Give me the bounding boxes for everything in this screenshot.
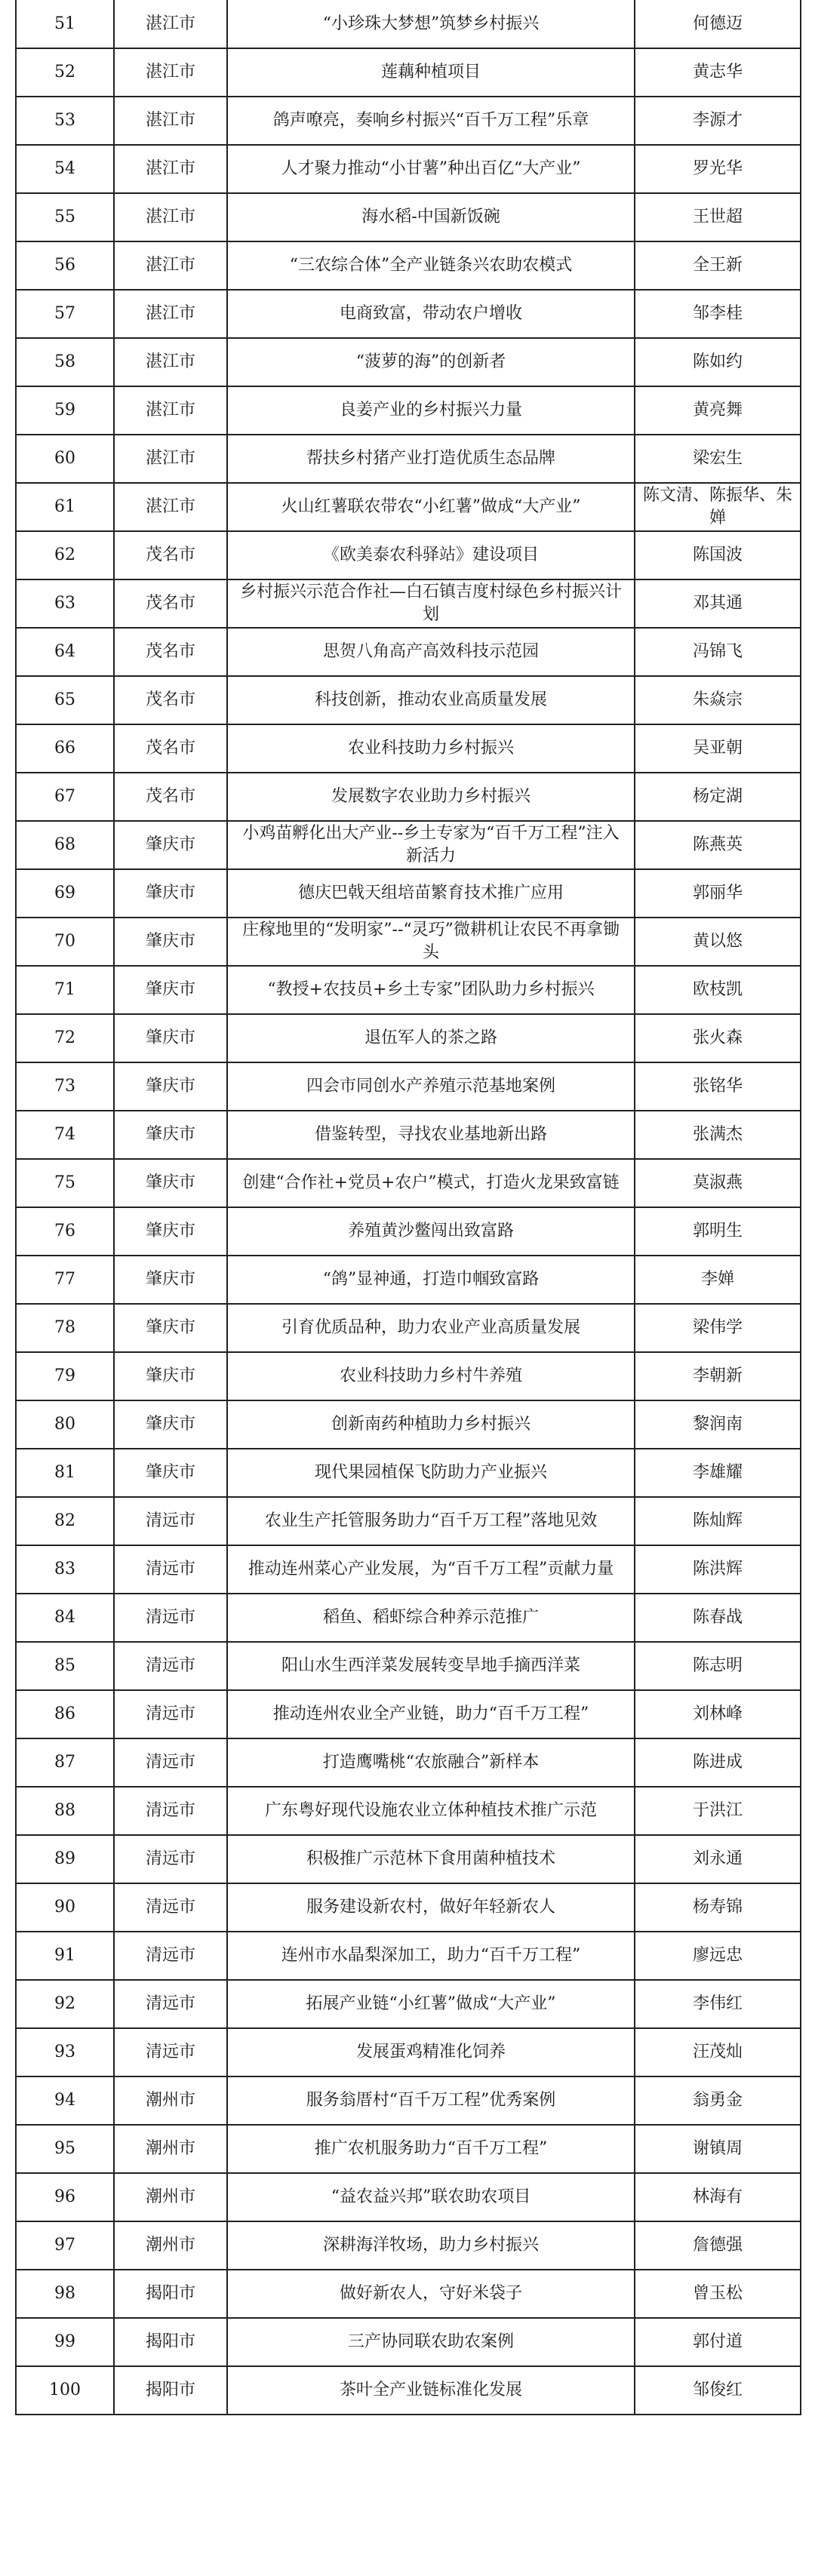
row-number: 81 [16,1449,114,1497]
row-project: 广东粤好现代设施农业立体种植技术推广示范 [227,1787,635,1835]
row-number: 94 [16,2076,114,2125]
table-row [16,1497,801,1545]
row-city: 肇庆市 [114,918,227,966]
row-number: 91 [16,1932,114,1980]
table-row [16,2028,801,2076]
row-project: 三产协同联农助农案例 [227,2318,635,2366]
row-project: 农业科技助力乡村牛养殖 [227,1352,635,1400]
row-city: 潮州市 [114,2125,227,2173]
row-name: 廖远忠 [635,1932,801,1980]
table-row [16,1690,801,1738]
row-project: 人才聚力推动“小甘薯”种出百亿“大产业” [227,145,635,193]
row-name: 翁勇金 [635,2076,801,2125]
table-row [16,1207,801,1256]
table-row [16,2076,801,2125]
row-city: 潮州市 [114,2173,227,2221]
row-number: 58 [16,338,114,386]
row-name: 于洪江 [635,1787,801,1835]
table-row [16,1304,801,1352]
row-name: 李伟红 [635,1980,801,2028]
row-name: 刘林峰 [635,1690,801,1738]
table-row [16,1883,801,1932]
row-city: 肇庆市 [114,1014,227,1062]
table-row [16,1400,801,1449]
row-city: 湛江市 [114,97,227,145]
row-city: 清远市 [114,1497,227,1545]
row-project: 退伍军人的茶之路 [227,1014,635,1062]
row-name: 莫淑燕 [635,1159,801,1207]
row-name: 黄志华 [635,48,801,97]
row-number: 60 [16,435,114,483]
row-project: “益农益兴邦”联农助农项目 [227,2173,635,2221]
table-row [16,145,801,193]
table-row [16,1642,801,1690]
table-row [16,483,801,531]
row-city: 清远市 [114,1738,227,1787]
row-name: 邓其通 [635,579,801,628]
row-project: 推动连州菜心产业发展，为“百千万工程”贡献力量 [227,1545,635,1594]
row-number: 96 [16,2173,114,2221]
row-city: 清远市 [114,1545,227,1594]
row-project: 《欧美泰农科驿站》建设项目 [227,531,635,579]
table-row [16,1835,801,1883]
row-city: 清远市 [114,1835,227,1883]
row-name: 陈灿辉 [635,1497,801,1545]
row-name: 黄亮舞 [635,386,801,435]
row-name: 冯锦飞 [635,628,801,676]
table-row [16,966,801,1014]
row-project: 阳山水生西洋菜发展转变旱地手摘西洋菜 [227,1642,635,1690]
table-row [16,2270,801,2318]
row-project: 服务建设新农村，做好年轻新农人 [227,1883,635,1932]
row-number: 55 [16,193,114,241]
row-name: 吴亚朝 [635,724,801,773]
table-row [16,676,801,724]
row-name: 陈如约 [635,338,801,386]
row-name: 谢镇周 [635,2125,801,2173]
row-number: 99 [16,2318,114,2366]
table-row [16,1014,801,1062]
row-name: 陈国波 [635,531,801,579]
row-number: 70 [16,918,114,966]
row-city: 肇庆市 [114,1111,227,1159]
row-city: 肇庆市 [114,821,227,869]
table-row [16,1159,801,1207]
row-name: 陈洪辉 [635,1545,801,1594]
row-project: 深耕海洋牧场，助力乡村振兴 [227,2221,635,2270]
row-name: 张满杰 [635,1111,801,1159]
row-name: 张铭华 [635,1062,801,1111]
row-project: 科技创新，推动农业高质量发展 [227,676,635,724]
row-number: 86 [16,1690,114,1738]
row-city: 湛江市 [114,483,227,531]
table-row [16,724,801,773]
row-project: 推广农机服务助力“百千万工程” [227,2125,635,2173]
row-project: “小珍珠大梦想”筑梦乡村振兴 [227,0,635,48]
table-row [16,918,801,966]
row-number: 95 [16,2125,114,2173]
table-row [16,386,801,435]
table-row [16,1256,801,1304]
row-number: 92 [16,1980,114,2028]
row-project: 连州市水晶梨深加工，助力“百千万工程” [227,1932,635,1980]
row-city: 肇庆市 [114,1256,227,1304]
row-number: 53 [16,97,114,145]
row-number: 78 [16,1304,114,1352]
row-number: 85 [16,1642,114,1690]
row-city: 茂名市 [114,628,227,676]
row-number: 71 [16,966,114,1014]
table-row [16,1594,801,1642]
row-city: 湛江市 [114,0,227,48]
row-city: 清远市 [114,2028,227,2076]
table-row [16,97,801,145]
row-name: 欧枝凯 [635,966,801,1014]
row-city: 肇庆市 [114,1207,227,1256]
table-row [16,1545,801,1594]
table-row [16,338,801,386]
row-city: 肇庆市 [114,1449,227,1497]
row-name: 邹李桂 [635,290,801,338]
row-name: 郭丽华 [635,869,801,918]
row-name: 陈文清、陈振华、朱婵 [635,483,801,531]
row-name: 何德迈 [635,0,801,48]
row-project: 现代果园植保飞防助力产业振兴 [227,1449,635,1497]
row-project: 庄稼地里的“发明家”--“灵巧”微耕机让农民不再拿锄头 [227,918,635,966]
row-name: 郭付道 [635,2318,801,2366]
table-row [16,628,801,676]
row-name: 詹德强 [635,2221,801,2270]
row-city: 湛江市 [114,435,227,483]
row-city: 茂名市 [114,773,227,821]
row-city: 清远市 [114,1642,227,1690]
row-city: 潮州市 [114,2076,227,2125]
row-city: 肇庆市 [114,966,227,1014]
table-row [16,821,801,869]
row-city: 清远市 [114,1980,227,2028]
row-number: 90 [16,1883,114,1932]
table-row [16,2318,801,2366]
row-city: 湛江市 [114,193,227,241]
row-project: 电商致富，带动农户增收 [227,290,635,338]
table-row [16,48,801,97]
row-name: 曾玉松 [635,2270,801,2318]
table-row [16,1932,801,1980]
row-number: 97 [16,2221,114,2270]
row-number: 83 [16,1545,114,1594]
row-number: 74 [16,1111,114,1159]
row-number: 100 [16,2366,114,2415]
table-row [16,579,801,628]
row-project: 农业科技助力乡村振兴 [227,724,635,773]
row-city: 茂名市 [114,579,227,628]
row-project: 四会市同创水产养殖示范基地案例 [227,1062,635,1111]
row-city: 茂名市 [114,724,227,773]
row-number: 80 [16,1400,114,1449]
row-city: 揭阳市 [114,2270,227,2318]
row-name: 张火森 [635,1014,801,1062]
table-row [16,2366,801,2415]
row-city: 揭阳市 [114,2318,227,2366]
row-number: 59 [16,386,114,435]
row-name: 汪茂灿 [635,2028,801,2076]
row-project: 积极推广示范林下食用菌种植技术 [227,1835,635,1883]
table-row [16,2125,801,2173]
row-name: 梁宏生 [635,435,801,483]
row-city: 清远市 [114,1690,227,1738]
row-city: 肇庆市 [114,1352,227,1400]
row-name: 陈志明 [635,1642,801,1690]
row-city: 茂名市 [114,531,227,579]
row-project: 鸽声嘹亮，奏响乡村振兴“百千万工程”乐章 [227,97,635,145]
row-city: 肇庆市 [114,869,227,918]
row-number: 64 [16,628,114,676]
row-number: 57 [16,290,114,338]
awards-table [15,0,801,2415]
table-row [16,1449,801,1497]
table-row [16,1738,801,1787]
row-project: 引育优质品种，助力农业产业高质量发展 [227,1304,635,1352]
row-project: 发展数字农业助力乡村振兴 [227,773,635,821]
row-number: 62 [16,531,114,579]
row-project: 德庆巴戟天组培苗繁育技术推广应用 [227,869,635,918]
table-row [16,531,801,579]
row-project: “鸽”显神通，打造巾帼致富路 [227,1256,635,1304]
table-row [16,2173,801,2221]
row-number: 84 [16,1594,114,1642]
row-name: 王世超 [635,193,801,241]
table-row [16,1111,801,1159]
row-city: 肇庆市 [114,1159,227,1207]
row-project: “菠萝的海”的创新者 [227,338,635,386]
table-body [16,0,801,2415]
row-number: 88 [16,1787,114,1835]
row-name: 黄以悠 [635,918,801,966]
row-project: 思贺八角高产高效科技示范园 [227,628,635,676]
row-project: 做好新农人，守好米袋子 [227,2270,635,2318]
row-name: 刘永通 [635,1835,801,1883]
row-city: 湛江市 [114,145,227,193]
row-project: 良姜产业的乡村振兴力量 [227,386,635,435]
row-project: 乡村振兴示范合作社—白石镇吉度村绿色乡村振兴计划 [227,579,635,628]
row-number: 51 [16,0,114,48]
row-project: 创新南药种植助力乡村振兴 [227,1400,635,1449]
row-name: 林海有 [635,2173,801,2221]
row-name: 罗光华 [635,145,801,193]
row-project: 推动连州农业全产业链，助力“百千万工程” [227,1690,635,1738]
row-name: 朱焱宗 [635,676,801,724]
row-number: 52 [16,48,114,97]
row-project: 打造鹰嘴桃“农旅融合”新样本 [227,1738,635,1787]
row-name: 李婵 [635,1256,801,1304]
row-number: 56 [16,241,114,290]
row-number: 61 [16,483,114,531]
table-row [16,869,801,918]
row-project: 稻鱼、稻虾综合种养示范推广 [227,1594,635,1642]
row-city: 茂名市 [114,676,227,724]
row-number: 68 [16,821,114,869]
row-city: 肇庆市 [114,1400,227,1449]
row-number: 76 [16,1207,114,1256]
row-project: 火山红薯联农带农“小红薯”做成“大产业” [227,483,635,531]
row-number: 65 [16,676,114,724]
row-city: 湛江市 [114,290,227,338]
table-row [16,241,801,290]
row-number: 69 [16,869,114,918]
row-project: 发展蛋鸡精准化饲养 [227,2028,635,2076]
row-city: 肇庆市 [114,1062,227,1111]
row-name: 陈燕英 [635,821,801,869]
row-name: 邹俊红 [635,2366,801,2415]
row-project: 拓展产业链“小红薯”做成“大产业” [227,1980,635,2028]
row-project: “三农综合体”全产业链条兴农助农模式 [227,241,635,290]
row-number: 67 [16,773,114,821]
row-name: 全王新 [635,241,801,290]
row-city: 清远市 [114,1594,227,1642]
row-number: 72 [16,1014,114,1062]
table-row [16,1980,801,2028]
row-name: 黎润南 [635,1400,801,1449]
table-row [16,773,801,821]
row-project: “教授+农技员+乡土专家”团队助力乡村振兴 [227,966,635,1014]
row-name: 杨寿锦 [635,1883,801,1932]
table-row [16,435,801,483]
table-row [16,1787,801,1835]
row-city: 潮州市 [114,2221,227,2270]
row-project: 借鉴转型，寻找农业基地新出路 [227,1111,635,1159]
table-row [16,0,801,48]
row-city: 湛江市 [114,386,227,435]
row-name: 李源才 [635,97,801,145]
row-project: 海水稻-中国新饭碗 [227,193,635,241]
table-row [16,1352,801,1400]
table-row [16,2221,801,2270]
row-number: 93 [16,2028,114,2076]
row-project: 服务翁厝村“百千万工程”优秀案例 [227,2076,635,2125]
row-name: 陈进成 [635,1738,801,1787]
row-number: 75 [16,1159,114,1207]
row-name: 杨定湖 [635,773,801,821]
row-number: 98 [16,2270,114,2318]
table-row [16,193,801,241]
row-number: 54 [16,145,114,193]
row-number: 73 [16,1062,114,1111]
row-number: 66 [16,724,114,773]
row-name: 陈春战 [635,1594,801,1642]
row-city: 清远市 [114,1932,227,1980]
row-city: 肇庆市 [114,1304,227,1352]
row-name: 梁伟学 [635,1304,801,1352]
row-project: 农业生产托管服务助力“百千万工程”落地见效 [227,1497,635,1545]
row-city: 揭阳市 [114,2366,227,2415]
row-city: 清远市 [114,1883,227,1932]
row-name: 李朝新 [635,1352,801,1400]
row-project: 小鸡苗孵化出大产业--乡土专家为“百千万工程”注入新活力 [227,821,635,869]
row-city: 湛江市 [114,48,227,97]
row-project: 帮扶乡村猪产业打造优质生态品牌 [227,435,635,483]
row-name: 李雄耀 [635,1449,801,1497]
row-project: 创建“合作社+党员+农户”模式，打造火龙果致富链 [227,1159,635,1207]
table-row [16,1062,801,1111]
row-number: 82 [16,1497,114,1545]
row-city: 湛江市 [114,241,227,290]
row-number: 63 [16,579,114,628]
row-number: 77 [16,1256,114,1304]
row-city: 湛江市 [114,338,227,386]
table-row [16,290,801,338]
row-project: 茶叶全产业链标准化发展 [227,2366,635,2415]
row-city: 清远市 [114,1787,227,1835]
row-number: 79 [16,1352,114,1400]
row-number: 89 [16,1835,114,1883]
row-name: 郭明生 [635,1207,801,1256]
row-number: 87 [16,1738,114,1787]
row-project: 莲藕种植项目 [227,48,635,97]
row-project: 养殖黄沙鳖闯出致富路 [227,1207,635,1256]
